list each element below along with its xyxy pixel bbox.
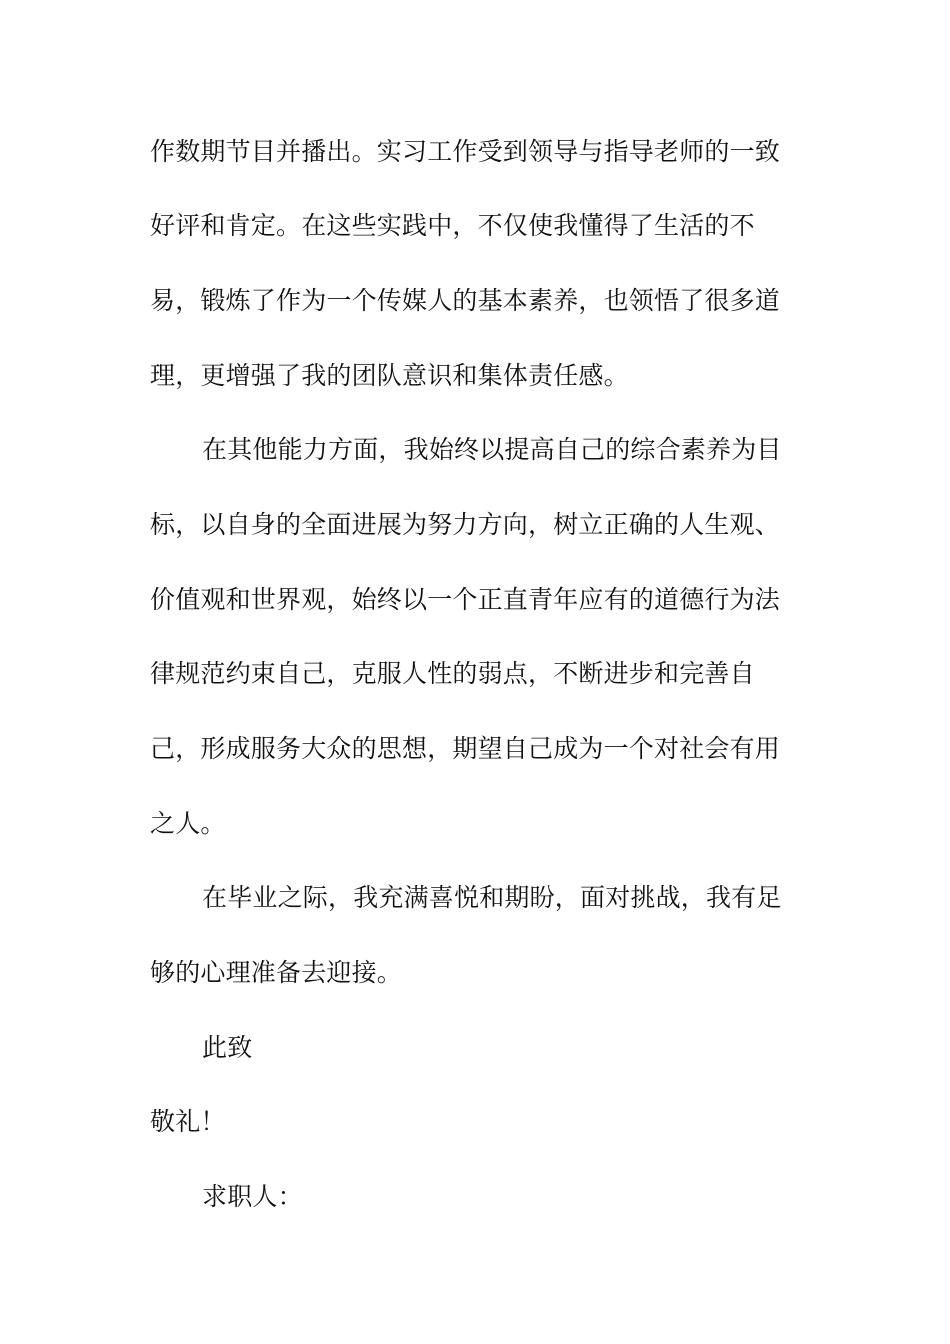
body-text-line: 己，形成服务大众的思想，期望自己成为一个对社会有用 [150,734,781,763]
paragraph-first-line: 在其他能力方面，我始终以提高自己的综合素养为目 [202,435,782,464]
body-text-line: 价值观和世界观，始终以一个正直青年应有的道德行为法 [150,585,781,614]
body-text-line: 之人。 [150,809,226,838]
closing-salutation: 此致 [202,1033,253,1062]
applicant-signature-label: 求职人： [202,1182,303,1211]
body-text-line: 作数期节目并播出。实习工作受到领导与指导老师的一致 [150,137,781,166]
body-text-line: 易，锻炼了作为一个传媒人的基本素养，也领悟了很多道 [150,286,781,315]
body-text-line: 律规范约束自己，克服人性的弱点，不断进步和完善自 [150,659,755,688]
body-text-line: 好评和肯定。在这些实践中，不仅使我懂得了生活的不 [150,211,755,240]
body-text-line: 够的心理准备去迎接。 [150,958,403,987]
body-text-line: 理，更增强了我的团队意识和集体责任感。 [150,361,629,390]
body-text-line: 标，以自身的全面进展为努力方向，树立正确的人生观、 [150,510,781,539]
closing-regards: 敬礼！ [150,1107,226,1136]
paragraph-first-line: 在毕业之际，我充满喜悦和期盼，面对挑战，我有足 [202,883,782,912]
